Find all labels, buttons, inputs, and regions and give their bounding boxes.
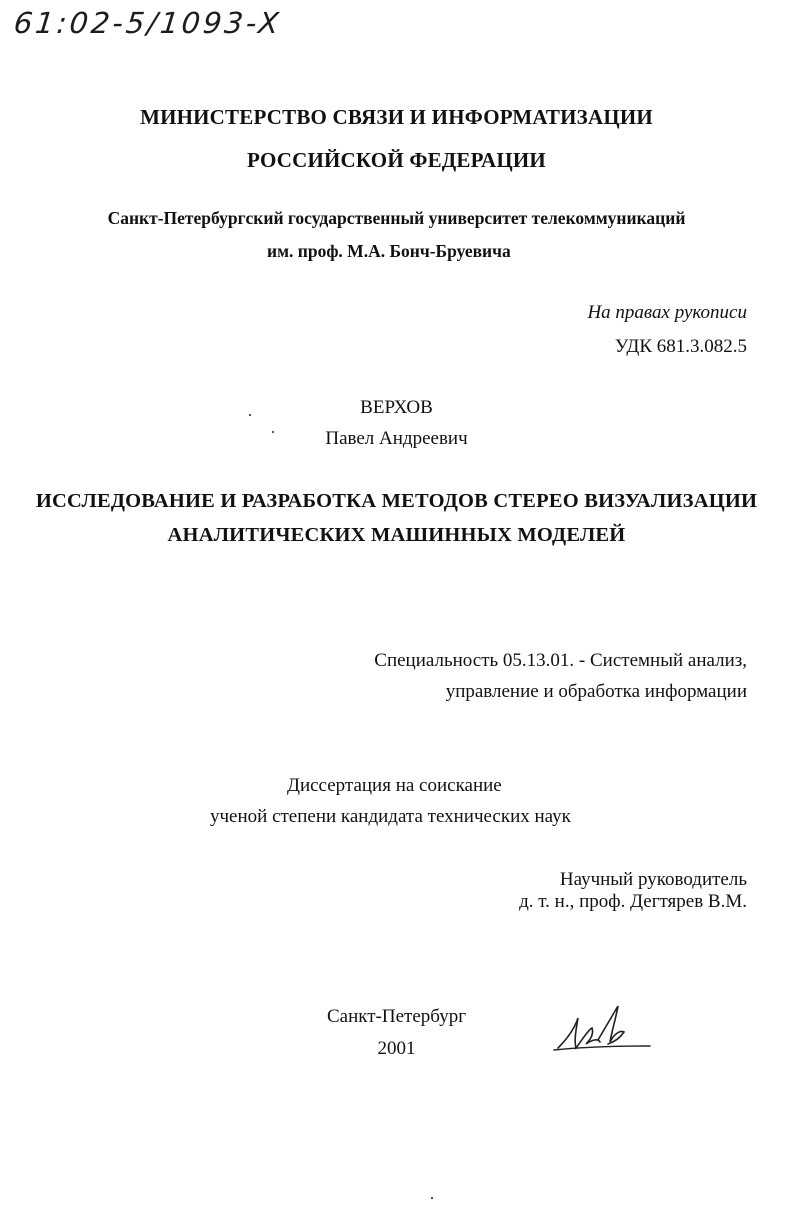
ministry-line-2: РОССИЙСКОЙ ФЕДЕРАЦИИ — [247, 148, 546, 172]
dissertation-title-line-1: ИССЛЕДОВАНИЕ И РАЗРАБОТКА МЕТОДОВ СТЕРЕО ВИЗУАЛИЗАЦИИ — [35, 490, 758, 512]
university-line-2: им. проф. М.А. Бонч-Бруевича — [267, 241, 511, 261]
city: Санкт-Петербург — [326, 1006, 466, 1027]
scan-speck — [249, 414, 251, 416]
manuscript-rights: На правах рукописи — [587, 302, 747, 323]
dissertation-degree-line-1: Диссертация на соискание — [287, 775, 502, 796]
dissertation-title-line-2: АНАЛИТИЧЕСКИХ МАШИННЫХ МОДЕЛЕЙ — [167, 524, 626, 546]
dissertation-degree-line-2: ученой степени кандидата технических наук — [210, 806, 571, 827]
year: 2001 — [377, 1038, 416, 1059]
supervisor-role: Научный руководитель — [559, 869, 747, 890]
scan-speck — [272, 431, 274, 433]
signature-scribble — [552, 1000, 652, 1060]
author-given-names: Павел Андреевич — [325, 428, 468, 449]
udc-code: УДК 681.3.082.5 — [614, 336, 747, 357]
specialty-line-2: управление и обработка информации — [445, 681, 747, 702]
scan-speck — [431, 1197, 433, 1199]
specialty-line-1: Специальность 05.13.01. - Системный анализ, — [374, 650, 747, 671]
author-surname: ВЕРХОВ — [360, 397, 433, 418]
ministry-line-1: МИНИСТЕРСТВО СВЯЗИ И ИНФОРМАТИЗАЦИИ — [140, 105, 653, 129]
archive-code-handwritten: 61:02-5/1093-X — [12, 6, 284, 40]
supervisor-name: д. т. н., проф. Дегтярев В.М. — [519, 891, 747, 912]
university-line-1: Санкт-Петербургский государственный университет телекоммуникаций — [107, 208, 686, 228]
